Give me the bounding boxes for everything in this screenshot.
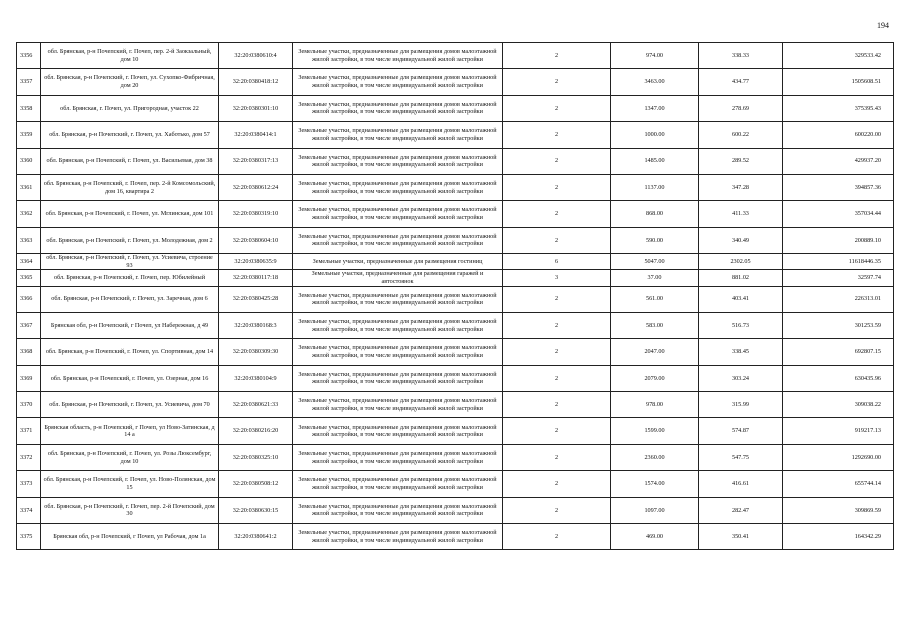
area-cell: 1000.00 bbox=[611, 122, 699, 148]
specific-value-cell: 350.41 bbox=[699, 524, 783, 550]
specific-value-cell: 340.49 bbox=[699, 227, 783, 253]
cadastral-number-cell: 32:20:0380425:28 bbox=[219, 286, 293, 312]
address-cell: обл. Брянская, р-н Почепский, г. Почеп, ул. Сухопко-Фибричная, дом 20 bbox=[41, 69, 219, 95]
land-use-cell: Земельные участки, предназначенные для размещения домов малоэтажной жилой застройки, в том числе индивидуальной жилой застройки bbox=[293, 286, 503, 312]
area-cell: 3463.00 bbox=[611, 69, 699, 95]
address-cell: обл. Брянская, г. Почеп, ул. Пригородная, участок 22 bbox=[41, 95, 219, 121]
row-number-cell: 3368 bbox=[17, 339, 41, 365]
cadastral-value-cell: 429937.20 bbox=[783, 148, 894, 174]
specific-value-cell: 2302.05 bbox=[699, 254, 783, 270]
land-use-cell: Земельные участки, предназначенные для размещения домов малоэтажной жилой застройки, в том числе индивидуальной жилой застройки bbox=[293, 418, 503, 444]
table-row bbox=[17, 524, 894, 550]
table-row bbox=[17, 471, 894, 497]
cadastral-number-cell: 32:20:0380508:12 bbox=[219, 471, 293, 497]
address-cell: обл. Брянская, р-н Почепский, г. Почеп, пер. 2-й Заокзальный, дом 10 bbox=[41, 43, 219, 69]
table-row bbox=[17, 95, 894, 121]
cadastral-value-cell: 394857.36 bbox=[783, 174, 894, 200]
area-cell: 2047.00 bbox=[611, 339, 699, 365]
cadastral-number-cell: 32:20:0380317:13 bbox=[219, 148, 293, 174]
cadastral-number-cell: 32:20:0380104:9 bbox=[219, 365, 293, 391]
table-row bbox=[17, 148, 894, 174]
land-use-cell: Земельные участки, предназначенные для размещения домов малоэтажной жилой застройки, в том числе индивидуальной жилой застройки bbox=[293, 201, 503, 227]
table-body bbox=[17, 43, 894, 550]
address-cell: обл. Брянская, р-н Почепский, г. Почеп, ул. Молодежная, дом 2 bbox=[41, 227, 219, 253]
cadastral-value-cell: 375395.43 bbox=[783, 95, 894, 121]
land-use-cell: Земельные участки, предназначенные для размещения домов малоэтажной жилой застройки, в том числе индивидуальной жилой застройки bbox=[293, 444, 503, 470]
address-cell: Брянская область, р-н Почепский, г Почеп, ул Ново-Затинская, д 14 а bbox=[41, 418, 219, 444]
cadastral-number-cell: 32:20:0380301:10 bbox=[219, 95, 293, 121]
land-use-cell: Земельные участки, предназначенные для размещения домов малоэтажной жилой застройки, в том числе индивидуальной жилой застройки bbox=[293, 365, 503, 391]
group-cell: 2 bbox=[503, 43, 611, 69]
cadastral-value-cell: 309869.59 bbox=[783, 497, 894, 523]
group-cell: 2 bbox=[503, 122, 611, 148]
row-number-cell: 3369 bbox=[17, 365, 41, 391]
group-cell: 2 bbox=[503, 339, 611, 365]
cadastral-value-cell: 329533.42 bbox=[783, 43, 894, 69]
specific-value-cell: 303.24 bbox=[699, 365, 783, 391]
cadastral-value-cell: 630435.96 bbox=[783, 365, 894, 391]
table-row bbox=[17, 201, 894, 227]
address-cell: Брянская обл, р-н Почепский, г Почеп, ул Рабочая, дом 1а bbox=[41, 524, 219, 550]
cadastral-value-cell: 1292690.00 bbox=[783, 444, 894, 470]
land-use-cell: Земельные участки, предназначенные для размещения гостиниц bbox=[293, 254, 503, 270]
cadastral-number-cell: 32:20:0380612:24 bbox=[219, 174, 293, 200]
cadastral-value-cell: 200889.10 bbox=[783, 227, 894, 253]
cadastral-number-cell: 32:20:0380630:15 bbox=[219, 497, 293, 523]
cadastral-number-cell: 32:20:0380325:10 bbox=[219, 444, 293, 470]
address-cell: обл. Брянская, р-н Почепский, г. Почеп, пер. 2-й Комсомольский, дом 16, квартира 2 bbox=[41, 174, 219, 200]
table-row bbox=[17, 270, 894, 286]
area-cell: 1599.00 bbox=[611, 418, 699, 444]
cadastral-number-cell: 32:20:0380418:12 bbox=[219, 69, 293, 95]
table-row bbox=[17, 497, 894, 523]
address-cell: Брянская обл, р-н Почепский, г Почеп, ул Набережная, д 49 bbox=[41, 312, 219, 338]
land-use-cell: Земельные участки, предназначенные для размещения домов малоэтажной жилой застройки, в том числе индивидуальной жилой застройки bbox=[293, 95, 503, 121]
table-row bbox=[17, 254, 894, 270]
cadastral-value-cell: 226313.01 bbox=[783, 286, 894, 312]
address-cell: обл. Брянская, р-н Почепский, г. Почеп, ул. Розы Люксембург, дом 10 bbox=[41, 444, 219, 470]
cadastral-value-cell: 655744.14 bbox=[783, 471, 894, 497]
area-cell: 583.00 bbox=[611, 312, 699, 338]
group-cell: 2 bbox=[503, 227, 611, 253]
land-use-cell: Земельные участки, предназначенные для размещения домов малоэтажной жилой застройки, в том числе индивидуальной жилой застройки bbox=[293, 227, 503, 253]
land-use-cell: Земельные участки, предназначенные для размещения домов малоэтажной жилой застройки, в том числе индивидуальной жилой застройки bbox=[293, 339, 503, 365]
cadastral-number-cell: 32:20:0380319:10 bbox=[219, 201, 293, 227]
table-row bbox=[17, 365, 894, 391]
area-cell: 37.00 bbox=[611, 270, 699, 286]
group-cell: 2 bbox=[503, 497, 611, 523]
address-cell: обл. Брянская, р-н Почепский, г. Почеп, ул. Мглинская, дом 101 bbox=[41, 201, 219, 227]
row-number-cell: 3366 bbox=[17, 286, 41, 312]
area-cell: 1485.00 bbox=[611, 148, 699, 174]
area-cell: 590.00 bbox=[611, 227, 699, 253]
address-cell: обл. Брянская, р-н Почепский, г. Почеп, ул. Васильевая, дом 38 bbox=[41, 148, 219, 174]
land-use-cell: Земельные участки, предназначенные для размещения домов малоэтажной жилой застройки, в том числе индивидуальной жилой застройки bbox=[293, 392, 503, 418]
address-cell: обл. Брянская, р-н Почепский, г. Почеп, ул. Ново-Полянская, дом 15 bbox=[41, 471, 219, 497]
group-cell: 2 bbox=[503, 148, 611, 174]
cadastral-value-cell: 164342.29 bbox=[783, 524, 894, 550]
page-number: 194 bbox=[877, 21, 889, 30]
specific-value-cell: 282.47 bbox=[699, 497, 783, 523]
row-number-cell: 3359 bbox=[17, 122, 41, 148]
land-use-cell: Земельные участки, предназначенные для размещения домов малоэтажной жилой застройки, в том числе индивидуальной жилой застройки bbox=[293, 524, 503, 550]
table-row bbox=[17, 43, 894, 69]
cadastral-value-cell: 919217.13 bbox=[783, 418, 894, 444]
specific-value-cell: 516.73 bbox=[699, 312, 783, 338]
specific-value-cell: 315.99 bbox=[699, 392, 783, 418]
table-row bbox=[17, 69, 894, 95]
area-cell: 978.00 bbox=[611, 392, 699, 418]
table-row bbox=[17, 122, 894, 148]
land-use-cell: Земельные участки, предназначенные для размещения домов малоэтажной жилой застройки, в том числе индивидуальной жилой застройки bbox=[293, 122, 503, 148]
group-cell: 2 bbox=[503, 365, 611, 391]
specific-value-cell: 338.45 bbox=[699, 339, 783, 365]
row-number-cell: 3367 bbox=[17, 312, 41, 338]
area-cell: 1574.00 bbox=[611, 471, 699, 497]
address-cell: обл. Брянская, р-н Почепский, г. Почеп, пер. Юбилейный bbox=[41, 270, 219, 286]
specific-value-cell: 338.33 bbox=[699, 43, 783, 69]
address-cell: обл. Брянская, р-н Почепский, г. Почеп, ул. Хаботько, дом 57 bbox=[41, 122, 219, 148]
area-cell: 1137.00 bbox=[611, 174, 699, 200]
row-number-cell: 3357 bbox=[17, 69, 41, 95]
land-use-cell: Земельные участки, предназначенные для размещения домов малоэтажной жилой застройки, в том числе индивидуальной жилой застройки bbox=[293, 174, 503, 200]
row-number-cell: 3373 bbox=[17, 471, 41, 497]
cadastral-value-cell: 301253.59 bbox=[783, 312, 894, 338]
specific-value-cell: 289.52 bbox=[699, 148, 783, 174]
group-cell: 2 bbox=[503, 524, 611, 550]
row-number-cell: 3364 bbox=[17, 254, 41, 270]
cadastral-number-cell: 32:20:0380641:2 bbox=[219, 524, 293, 550]
address-cell: обл. Брянская, р-н Почепский, г. Почеп, ул. Усиевича, дом 70 bbox=[41, 392, 219, 418]
specific-value-cell: 600.22 bbox=[699, 122, 783, 148]
specific-value-cell: 434.77 bbox=[699, 69, 783, 95]
area-cell: 1097.00 bbox=[611, 497, 699, 523]
land-use-cell: Земельные участки, предназначенные для размещения домов малоэтажной жилой застройки, в том числе индивидуальной жилой застройки bbox=[293, 471, 503, 497]
address-cell: обл. Брянская, р-н Почепский, г. Почеп, ул. Озерная, дом 16 bbox=[41, 365, 219, 391]
group-cell: 2 bbox=[503, 95, 611, 121]
group-cell: 2 bbox=[503, 418, 611, 444]
specific-value-cell: 547.75 bbox=[699, 444, 783, 470]
specific-value-cell: 278.69 bbox=[699, 95, 783, 121]
cadastral-number-cell: 32:20:0380309:30 bbox=[219, 339, 293, 365]
table-row bbox=[17, 227, 894, 253]
address-cell: обл. Брянская, р-н Почепский, г. Почеп, ул. Заречная, дом 6 bbox=[41, 286, 219, 312]
row-number-cell: 3374 bbox=[17, 497, 41, 523]
group-cell: 2 bbox=[503, 471, 611, 497]
row-number-cell: 3363 bbox=[17, 227, 41, 253]
area-cell: 1347.00 bbox=[611, 95, 699, 121]
table-row bbox=[17, 286, 894, 312]
table-row bbox=[17, 392, 894, 418]
land-use-cell: Земельные участки, предназначенные для размещения домов малоэтажной жилой застройки, в том числе индивидуальной жилой застройки bbox=[293, 43, 503, 69]
group-cell: 2 bbox=[503, 392, 611, 418]
cadastral-number-cell: 32:20:0380168:3 bbox=[219, 312, 293, 338]
specific-value-cell: 881.02 bbox=[699, 270, 783, 286]
area-cell: 2079.00 bbox=[611, 365, 699, 391]
cadastral-value-cell: 600220.00 bbox=[783, 122, 894, 148]
row-number-cell: 3371 bbox=[17, 418, 41, 444]
land-use-cell: Земельные участки, предназначенные для размещения домов малоэтажной жилой застройки, в том числе индивидуальной жилой застройки bbox=[293, 69, 503, 95]
specific-value-cell: 411.33 bbox=[699, 201, 783, 227]
cadastral-number-cell: 32:20:0380621:33 bbox=[219, 392, 293, 418]
row-number-cell: 3372 bbox=[17, 444, 41, 470]
row-number-cell: 3360 bbox=[17, 148, 41, 174]
cadastral-value-cell: 357034.44 bbox=[783, 201, 894, 227]
row-number-cell: 3375 bbox=[17, 524, 41, 550]
land-use-cell: Земельные участки, предназначенные для размещения домов малоэтажной жилой застройки, в том числе индивидуальной жилой застройки bbox=[293, 312, 503, 338]
cadastral-value-cell: 692807.15 bbox=[783, 339, 894, 365]
cadastral-value-cell: 32597.74 bbox=[783, 270, 894, 286]
group-cell: 3 bbox=[503, 270, 611, 286]
row-number-cell: 3358 bbox=[17, 95, 41, 121]
group-cell: 6 bbox=[503, 254, 611, 270]
address-cell: обл. Брянская, р-н Почепский, г. Почеп, ул. Усиевича, строение 93 bbox=[41, 254, 219, 270]
row-number-cell: 3361 bbox=[17, 174, 41, 200]
area-cell: 868.00 bbox=[611, 201, 699, 227]
specific-value-cell: 574.87 bbox=[699, 418, 783, 444]
table-row bbox=[17, 174, 894, 200]
area-cell: 2360.00 bbox=[611, 444, 699, 470]
table-row bbox=[17, 312, 894, 338]
specific-value-cell: 347.28 bbox=[699, 174, 783, 200]
cadastral-number-cell: 32:20:0380414:1 bbox=[219, 122, 293, 148]
table-row bbox=[17, 418, 894, 444]
address-cell: обл. Брянская, р-н Почепский, г. Почеп, пер. 2-й Почепский, дом 30 bbox=[41, 497, 219, 523]
row-number-cell: 3365 bbox=[17, 270, 41, 286]
row-number-cell: 3370 bbox=[17, 392, 41, 418]
cadastral-number-cell: 32:20:0380635:9 bbox=[219, 254, 293, 270]
table-row bbox=[17, 444, 894, 470]
area-cell: 469.00 bbox=[611, 524, 699, 550]
area-cell: 5047.00 bbox=[611, 254, 699, 270]
specific-value-cell: 416.61 bbox=[699, 471, 783, 497]
group-cell: 2 bbox=[503, 312, 611, 338]
cadastral-number-cell: 32:20:0380604:10 bbox=[219, 227, 293, 253]
group-cell: 2 bbox=[503, 201, 611, 227]
land-parcels-table bbox=[16, 42, 894, 550]
group-cell: 2 bbox=[503, 69, 611, 95]
group-cell: 2 bbox=[503, 444, 611, 470]
cadastral-value-cell: 309038.22 bbox=[783, 392, 894, 418]
land-use-cell: Земельные участки, предназначенные для размещения домов малоэтажной жилой застройки, в том числе индивидуальной жилой застройки bbox=[293, 497, 503, 523]
group-cell: 2 bbox=[503, 174, 611, 200]
cadastral-number-cell: 32:20:0380117:18 bbox=[219, 270, 293, 286]
cadastral-value-cell: 11618446.35 bbox=[783, 254, 894, 270]
area-cell: 561.00 bbox=[611, 286, 699, 312]
land-use-cell: Земельные участки, предназначенные для размещения гаражей и автостоянок bbox=[293, 270, 503, 286]
cadastral-number-cell: 32:20:0380610:4 bbox=[219, 43, 293, 69]
area-cell: 974.00 bbox=[611, 43, 699, 69]
table-row bbox=[17, 339, 894, 365]
cadastral-number-cell: 32:20:0380216:20 bbox=[219, 418, 293, 444]
row-number-cell: 3356 bbox=[17, 43, 41, 69]
specific-value-cell: 403.41 bbox=[699, 286, 783, 312]
group-cell: 2 bbox=[503, 286, 611, 312]
row-number-cell: 3362 bbox=[17, 201, 41, 227]
address-cell: обл. Брянская, р-н Почепский, г. Почеп, ул. Спортивная, дом 14 bbox=[41, 339, 219, 365]
cadastral-value-cell: 1505608.51 bbox=[783, 69, 894, 95]
land-use-cell: Земельные участки, предназначенные для размещения домов малоэтажной жилой застройки, в том числе индивидуальной жилой застройки bbox=[293, 148, 503, 174]
